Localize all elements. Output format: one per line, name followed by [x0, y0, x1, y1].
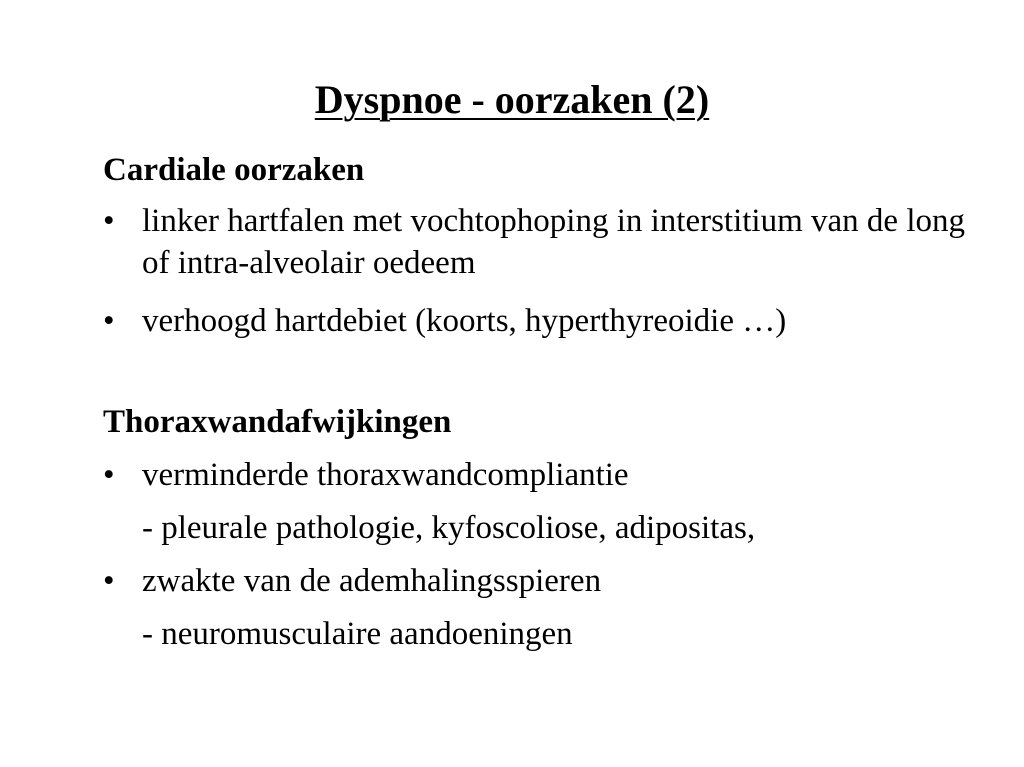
bullet-text-ademhalingsspieren: zwakte van de ademhalingsspieren — [142, 563, 602, 599]
bullet-text-hartdebiet: verhoogd hartdebiet (koorts, hyperthyreoidie …) — [142, 303, 787, 339]
sub-item-pleurale-pathologie: - pleurale pathologie, kyfoscoliose, adipositas, — [142, 510, 756, 546]
bullet-glyph: • — [103, 563, 115, 599]
section-heading-thoraxwand: Thoraxwandafwijkingen — [103, 404, 452, 440]
bullet-text-thoraxwandcompliantie: verminderde thoraxwandcompliantie — [142, 457, 629, 493]
sub-item-neuromusculaire: - neuromusculaire aandoeningen — [142, 616, 573, 652]
bullet-text-linker-hartfalen: linker hartfalen met vochtophoping in interstitium van de long of intra-alveolair oedeem — [142, 203, 965, 281]
bullet-glyph: • — [103, 457, 115, 493]
section-heading-cardiale: Cardiale oorzaken — [103, 152, 365, 188]
bullet-glyph: • — [103, 203, 115, 239]
bullet-glyph: • — [103, 303, 115, 339]
slide-title: Dyspnoe - oorzaken (2) — [314, 77, 710, 122]
